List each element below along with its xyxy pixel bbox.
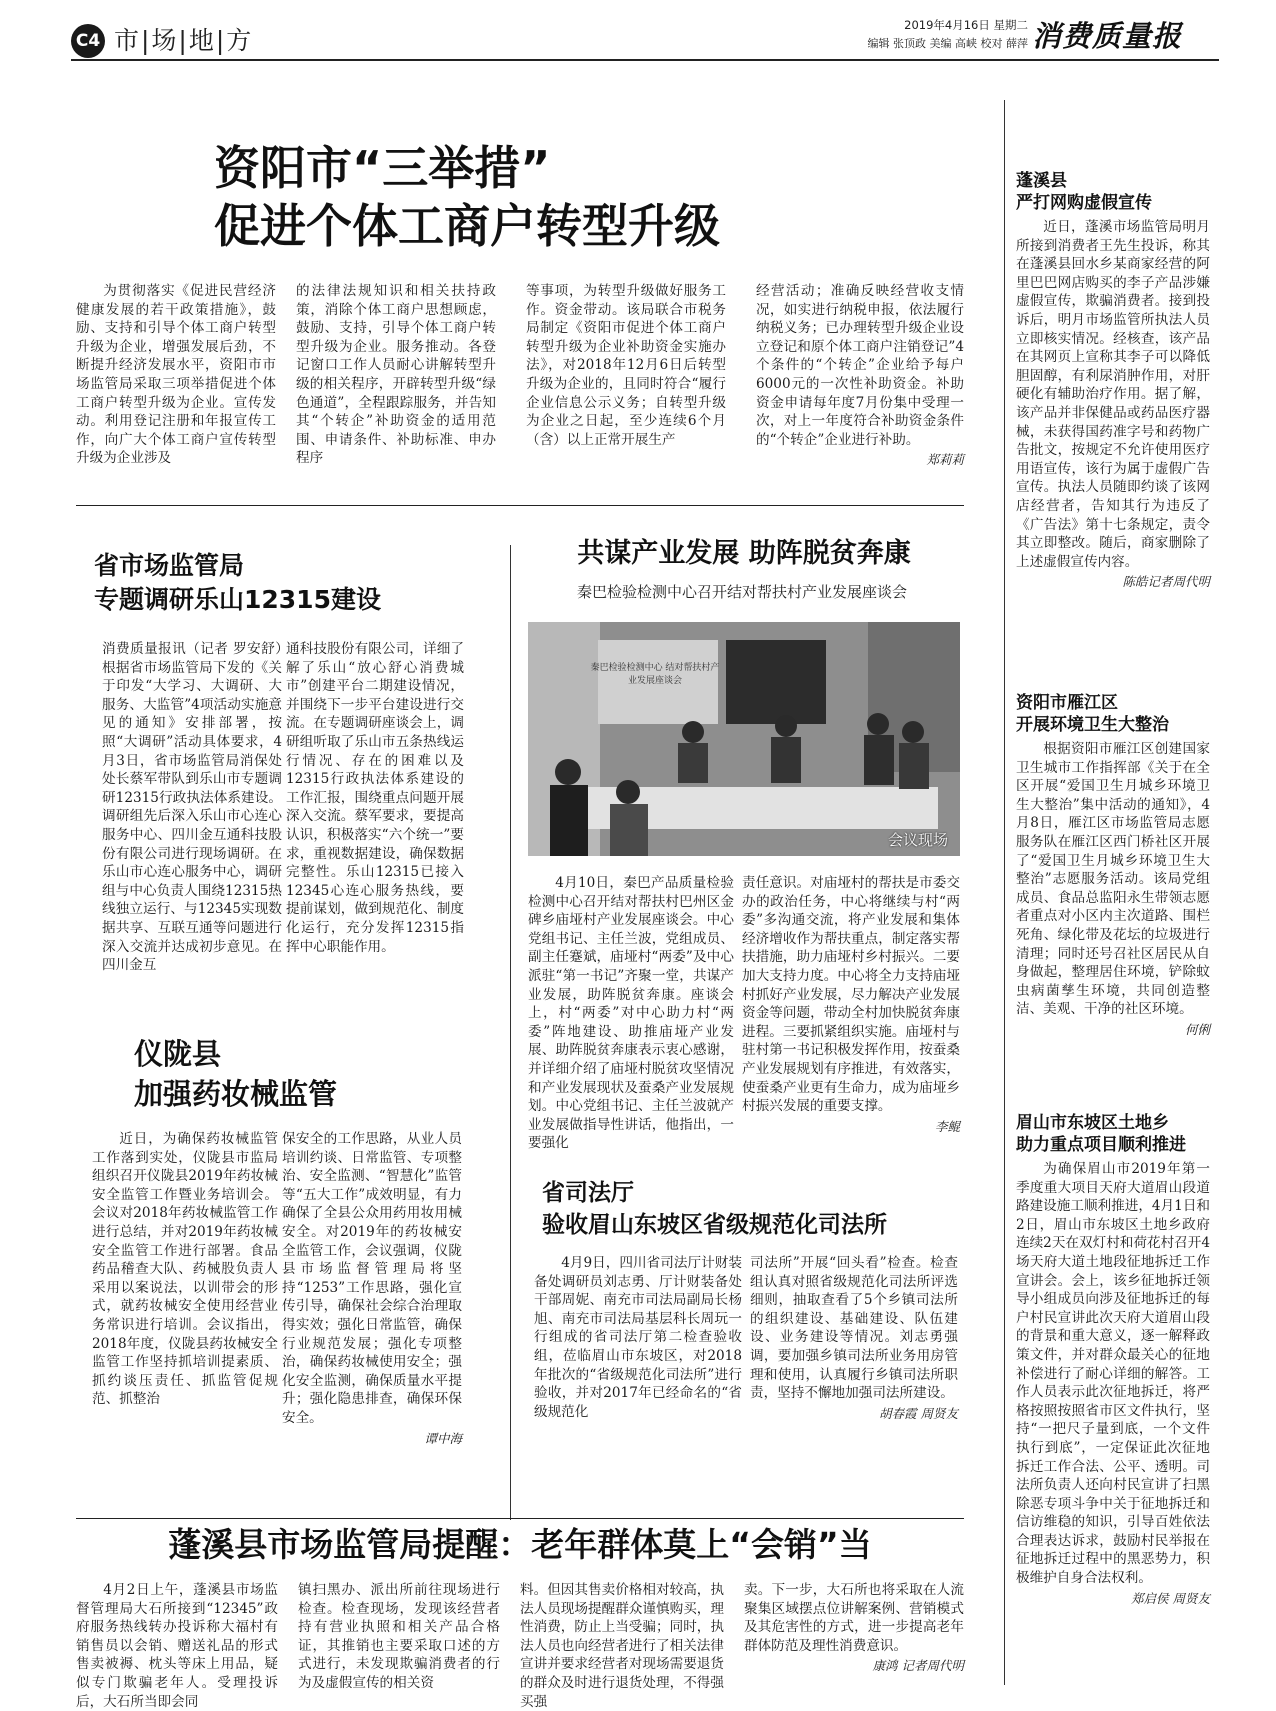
art2-byline: 谭中海 — [424, 1430, 462, 1446]
side1-byline: 陈皓记者周代明 — [1122, 574, 1210, 590]
art5-title: 蓬溪县市场监管局提醒：老年群体莫上“会销”当 — [168, 1525, 872, 1564]
art1-title-line2: 专题调研乐山12315建设 — [94, 585, 381, 614]
page-number-badge — [71, 24, 105, 58]
side2-body — [1016, 740, 1210, 1114]
side3-title-line2: 助力重点项目顺利推进 — [1016, 1135, 1186, 1155]
art1-col-2 — [286, 640, 464, 1006]
art3-text-2: 责任意识。对庙垭村的帮扶是市委交办的政治任务，中心将继续与村“两委”多沟通交流，将产业发展和集体经济增收作为帮扶重点，制定落实帮扶措施，助力庙垭村乡村振兴。二要加大支持力度。中心将全力支持庙垭村抓好产业发展，尽力解决产业发展资金等问题，带动全村加快脱贫奔康进程。三要抓紧组织实施。庙垭村与驻村第一书记积极发挥作用，按蚕桑产业发展规划有序推进，有效落实，使蚕桑产业更有生命力，成为庙垭乡村振兴发展的重要支撑。 — [742, 875, 960, 1115]
side3-byline: 郑启侯 周贤友 — [1131, 1590, 1210, 1606]
art5-col-1 — [76, 1581, 278, 1710]
art3-byline: 李鲲 — [934, 1118, 960, 1134]
art2-title-line1: 仪陇县 — [134, 1037, 222, 1071]
sidebar-tudixiang — [1016, 1112, 1216, 1682]
art3-subtitle: 秦巴检验检测中心召开结对帮扶村产业发展座谈会 — [576, 583, 907, 601]
art4-title-line2: 验收眉山东坡区省级规范化司法所 — [542, 1212, 887, 1238]
lead-col-4 — [756, 282, 964, 498]
masthead-rule — [71, 59, 1219, 61]
art5-text-4: 卖。下一步，大石所也将采取在人流聚集区域摆点位讲解案例、营销模式及其危害性的方式，进一步提高老年群体防范及理性消费意识。 — [744, 1582, 964, 1654]
lead-text-1: 为贯彻落实《促进民营经济健康发展的若干政策措施》，鼓励、支持和引导个体工商户转型升级为企业，增强发展后劲，不断提升经济发展水平，资阳市市场监管局采取三项举措促进个体工商户转型升级为企业。宣传发动。利用登记注册和年报宣传工作，向广大个体工商户宣传转型升级为企业涉及 — [76, 283, 276, 467]
meeting-banner-text: 秦巴检验检测中心 结对帮扶村产业发展座谈会 — [590, 663, 720, 686]
middle-divider — [510, 545, 511, 1520]
art3-col-1 — [528, 874, 734, 1176]
lead-text-2: 的法律法规知识和相关扶持政策，消除个体工商户思想顾虑，鼓励、支持，引导个体工商户转型升级为企业。服务推动。各登记窗口工作人员耐心讲解转型升级的相关程序，开辟转型升级“绿色通道”，全程跟踪服务，并告知其“个转企”补助资金的适用范围、申请条件、补助标准、申办程序 — [296, 283, 496, 467]
art5-text-3: 料。但因其售卖价格相对较高，执法人员现场提醒群众谨慎购买，理性消费，防止上当受骗；同时，执法人员也向经营者进行了相关法律宣讲并要求经营者对现场需要退货的群众及时进行退货处理，不得强买强 — [520, 1582, 724, 1710]
lead-col-3 — [526, 282, 726, 498]
art1-title-line1: 省市场监管局 — [94, 551, 245, 580]
lead-text-3: 等事项，为转型升级做好服务工作。资金带动。该局联合市税务局制定《资阳市促进个体工商户转型升级为企业补助资金实施办法》，对2018年12月6日后转型升级为企业的，且同时符合“履行企业信息公示义务；自转型升级为企业之日起，至少连续6个月（含）以上正常开展生产 — [526, 283, 726, 448]
bottom-story-rule — [76, 1518, 964, 1519]
art1-text-2: 通科技股份有限公司，详细了解了乐山“放心舒心消费城市”创建平台二期建设情况，并围绕下一步平台建设进行交流。在专题调研座谈会上，调研组听取了乐山市五条热线运行情况、存在的困难以及12315行政执法体系建设的工作汇报，围绕重点问题开展深入交流。蔡军要求，要提高认识，积极落实“六个统一”要求，重视数据建设，确保数据完整性。乐山12315已接入12345心连心服务热线，要提前谋划，做到规范化、制度化运行，充分发挥12315指挥中心职能作用。 — [286, 641, 464, 955]
side2-title-line2: 开展环境卫生大整治 — [1016, 715, 1169, 735]
side3-title-line1: 眉山市东坡区土地乡 — [1016, 1113, 1169, 1133]
art5-text-1: 4月2日上午，蓬溪县市场监督管理局大石所接到“12345”政府服务热线转办投诉称大福村有销售员以会销、赠送礼品的形式售卖被褥、枕头等床上用品，疑似专门欺骗老年人。受理投诉后，大石所当即会同 — [76, 1582, 278, 1710]
art1-text-1: 消费质量报讯（记者 罗安舒）根据省市场监管局下发的《关于印发“大学习、大调研、大服务、大监管”4项活动实施意见的通知》安排部署，按照“大调研”活动具体要求，4月3日，省市场监管局消保处处长蔡军带队到乐山市专题调研12315行政执法体系建设。调研组先后深入乐山市心连心服务中心、四川金互通科技股份有限公司进行现场调研。在乐山市心连心服务中心，调研组与中心负责人围绕12315热线独立运行、与12345实现数据共享、互联互通等问题进行深入交流并达成初步意见。在四川金互 — [102, 641, 282, 974]
art2-title-line2: 加强药妆械监管 — [134, 1077, 338, 1111]
art4-text-1: 4月9日，四川省司法厅计财装备处调研员刘志勇、厅计财装备处干部周妮、南充市司法局副局长杨旭、南充市司法局基层科长周玩一行组成的省司法厅第二检查验收组，莅临眉山市东坡区，对2018年批次的“省级规范化司法所”进行验收，并对2017年已经命名的“省级规范化 — [534, 1255, 742, 1420]
meeting-photo-drawing — [528, 622, 960, 856]
art3-title: 共谋产业发展 助阵脱贫奔康 — [577, 538, 911, 569]
art4-text-2: 司法所”开展“回头看”检查。检查组认真对照省级规范化司法所评选细则，抽取查看了5个乡镇司法所的组织建设、基础建设、队伍建设、业务建设等情况。刘志勇强调，要加强乡镇司法所业务用房管理和使用，认真履行乡镇司法所职责，坚持不懈地加强司法所建设。 — [750, 1255, 958, 1402]
art5-col-2 — [298, 1581, 500, 1693]
sidebar-divider — [1004, 100, 1005, 1685]
art5-col-3 — [520, 1581, 724, 1710]
art2-text-2: 保安全的工作思路，从业人员培训约谈、日常监管、专项整治、安全监测、“智慧化”监管等“五大工作”成效明显，有力确保了全县公众用药用妆用械安全。对2019年的药妆械安全监管工作，会议强调，仪陇县市场监督管理局将坚持“1253”工作思路，强化宣传引导，确保社会综合治理取得实效；强化日常监管，确保行业规范发展；强化专项整治，确保药妆械使用安全；强化安全监测，确保质量水平提升；强化隐患排查，确保环保安全。 — [282, 1131, 462, 1426]
side1-body — [1016, 218, 1210, 628]
side1-text: 近日，蓬溪市场监管局明月所接到消费者王先生投诉，称其在蓬溪县回水乡某商家经营的阿里巴巴网店购买的李子产品涉嫌虚假宣传，欺骗消费者。接到投诉后，明月市场监管所执法人员立即核实情况。经核查，该产品在其网页上宣称其李子可以降低胆固醇，有利尿消肿作用，对肝硬化有辅助治疗作用。据了解，该产品并非保健品或药品医疗器械，未获得国药准字号和药物广告批文，按规定不允许使用医疗用语宣传，该行为属于虚假广告宣传。执法人员随即约谈了该网店经营者，告知其行为违反了《广告法》第十七条规定，责令其立即整改。随后，商家删除了上述虚假宣传内容。 — [1016, 219, 1210, 570]
art3-text-1: 4月10日，秦巴产品质量检验检测中心召开结对帮扶村巴州区金碑乡庙垭村产业发展座谈会。中心党组书记、主任兰波，党组成员、副主任蹇斌，庙垭村“两委”及中心派驻“第一书记”齐聚一堂，共谋产业发展，助阵脱贫奔康。座谈会上，村“两委”对中心助力村“两委”阵地建设、助推庙垭产业发展、助阵脱贫奔康表示衷心感谢，并详细介绍了庙垭村脱贫攻坚情况和产业发展现状及蚕桑产业发展规划。中心党组书记、主任兰波就产业发展做指导性讲话，他指出，一要强化 — [528, 875, 734, 1152]
art2-col-1 — [92, 1130, 278, 1482]
side2-title-line1: 资阳市雁江区 — [1016, 693, 1118, 713]
side1-title-line2: 严打网购虚假宣传 — [1016, 193, 1152, 213]
art5-byline: 康鸿 记者周代明 — [872, 1658, 964, 1674]
side2-byline: 何俐 — [1184, 1021, 1210, 1037]
art5-text-2: 镇扫黑办、派出所前往现场进行检查。检查现场，发现该经营者持有营业执照和相关产品合格证，其推销也主要采取口述的方式进行，未发现欺骗消费者的行为及虚假宣传的相关资 — [298, 1582, 500, 1691]
art2-col-2 — [282, 1130, 462, 1482]
art4-byline: 胡春霞 周贤友 — [879, 1405, 958, 1421]
lead-title-line2: 促进个体工商户转型升级 — [214, 199, 720, 253]
art4-col-1 — [534, 1254, 742, 1516]
side1-title-line1: 蓬溪县 — [1016, 171, 1067, 191]
editor-credits: 编辑 张顶政 美编 高峡 校对 薛萍 — [867, 37, 1028, 50]
lead-byline: 郑莉莉 — [926, 452, 964, 468]
lead-bottom-rule — [76, 505, 964, 506]
section-name: 市|场|地|方 — [114, 26, 254, 55]
page-number: C4 — [75, 31, 101, 51]
lead-text-4: 经营活动；准确反映经营收支情况，如实进行纳税申报，依法履行纳税义务；已办理转型升级企业设立登记和原个体工商户注销登记”4个条件的“个转企”企业给予每户6000元的一次性补助资金。补助资金申请每年度7月份集中受理一次，对上一年度符合补助资金条件的“个转企”企业进行补助。 — [756, 283, 964, 448]
meeting-photo — [528, 622, 960, 856]
art2-text-1: 近日，为确保药妆械监管工作落到实处，仪陇县市监局组织召开仪陇县2019年药妆械安全监管工作暨业务培训会。会议对2018年药妆械监管工作进行总结，并对2019年药妆械安全监管工作进行部署。食品药品稽查大队、药械股负责人采用以案说法，以训带会的形式，就药妆械安全使用经营业务常识进行培训。会议指出，2018年度，仪陇县药妆械安全监管工作坚持抓培训提素质、抓约谈压责任、抓监管促规范、抓整治 — [92, 1131, 278, 1408]
art5-col-4 — [744, 1581, 964, 1693]
art4-col-2 — [750, 1254, 958, 1516]
newspaper-name: 消费质量报 — [1032, 19, 1183, 53]
side3-body — [1016, 1160, 1210, 1682]
art1-col-1 — [102, 640, 282, 1006]
sidebar-penxi — [1016, 170, 1216, 628]
lead-title-line1: 资阳市“三举措” — [214, 141, 551, 195]
art4-title-line1: 省司法厅 — [542, 1180, 634, 1206]
side3-text: 为确保眉山市2019年第一季度重大项目天府大道眉山段道路建设施工顺利推进，4月1日和2日，眉山市东坡区土地乡政府连续2天在双灯村和荷花村召开4场天府大道土地段征地拆迁工作宣讲会。会上，该乡征地拆迁领导小组成员向涉及征地拆迁的每户村民宣讲此次天府大道眉山段的背景和重大意义，逐一解释政策文件，并对群众最关心的征地补偿进行了耐心详细的解答。工作人员表示此次征地拆迁，将严格按照按照省市区文件执行，坚持“一把尺子量到底，一个文件执行到底”，一定保证此次征地拆迁工作合法、公平、透明。司法所负责人还向村民宣讲了扫黑除恶专项斗争中关于征地拆迁和信访维稳的知识，引导百姓依法合理表达诉求，鼓励村民举报在征地拆迁过程中的黑恶势力，积极维护自身合法权利。 — [1016, 1161, 1211, 1587]
art3-col-2 — [742, 874, 960, 1176]
side2-text: 根据资阳市雁江区创建国家卫生城市工作指挥部《关于在全区开展“爱国卫生月城乡环境卫生大整治”集中活动的通知》，4月8日，雁江区市场监管局志愿服务队在雁江区西门桥社区开展了“爱国卫生月城乡环境卫生大整治”志愿服务活动。该局党组成员、食品总监阳永生带领志愿者重点对小区内主次道路、围栏死角、绿化带及花坛的垃圾进行清理；同时还号召社区居民从自身做起，整理居住环境，铲除蚊虫病菌孳生环境，共同创造整洁、美观、干净的社区环境。 — [1016, 741, 1210, 1018]
sidebar-yanjiang — [1016, 692, 1216, 1114]
photo-caption: 会议现场 — [887, 831, 948, 849]
issue-date: 2019年4月16日 星期二 — [904, 18, 1028, 32]
lead-col-2 — [296, 282, 496, 498]
lead-col-1 — [76, 282, 276, 498]
